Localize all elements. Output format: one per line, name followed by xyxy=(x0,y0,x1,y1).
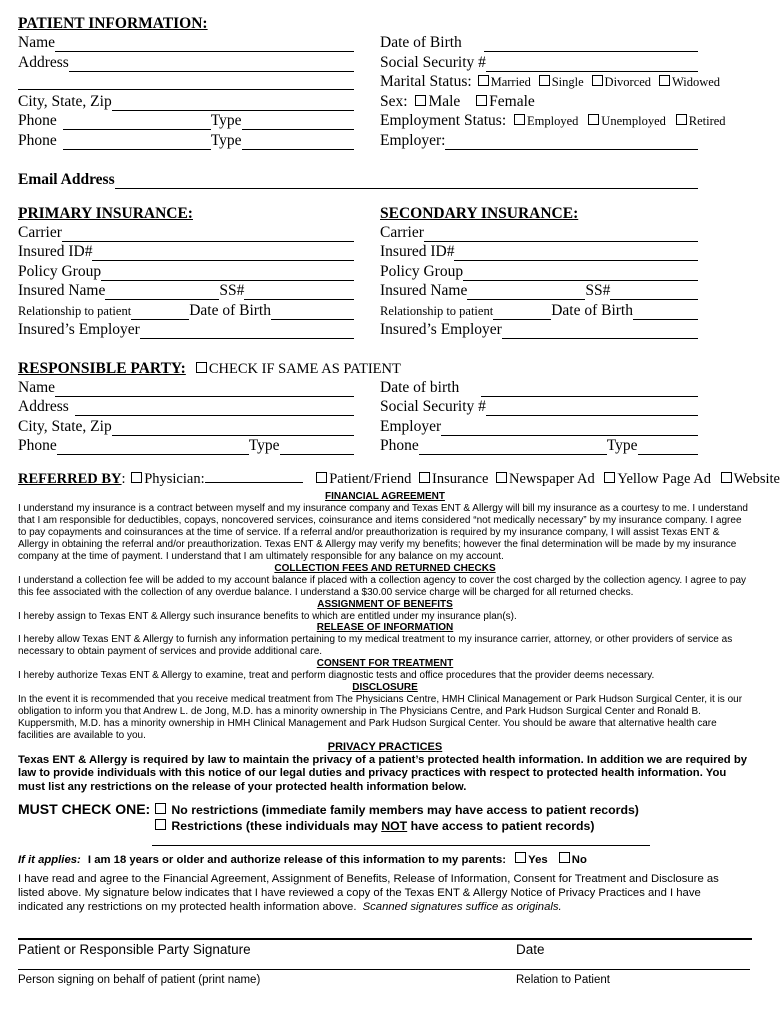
agreement-paragraph xyxy=(18,872,738,914)
patient-phone1-row xyxy=(18,112,354,130)
print-name-label: Person signing on behalf of patient (print name) xyxy=(18,974,261,986)
responsible-phone-label: Phone xyxy=(18,437,57,454)
restrictions-option[interactable] xyxy=(155,819,594,833)
primary-name-row xyxy=(18,282,354,300)
collection-fees-title: COLLECTION FEES AND RETURNED CHECKS xyxy=(274,563,496,574)
primary-id-label: Insured ID# xyxy=(18,243,93,260)
responsible-phone2-label: Phone xyxy=(380,437,419,454)
primary-employer-label: Insured’s Employer xyxy=(18,321,140,338)
no-restrictions-label: No restrictions (immediate family members may have access to patient records) xyxy=(171,803,639,817)
referral-option-website[interactable]: Website xyxy=(721,471,780,487)
marital-option-widowed[interactable]: Widowed xyxy=(659,75,720,89)
responsible-phone2-row xyxy=(380,437,698,455)
patient-address-label: Address xyxy=(18,54,69,71)
financial-agreement-title: FINANCIAL AGREEMENT xyxy=(325,491,445,502)
checkbox-parents-yes[interactable] xyxy=(515,852,526,863)
patient-phone2-row xyxy=(18,132,354,150)
secondary-dob-label: Date of Birth xyxy=(551,302,633,319)
checkbox-newspaper[interactable] xyxy=(496,472,507,483)
no-restrictions-option[interactable] xyxy=(155,803,639,817)
patient-name-field[interactable] xyxy=(55,38,354,52)
patient-phone1-type-field[interactable] xyxy=(242,116,354,130)
primary-relationship-field[interactable] xyxy=(131,306,189,320)
patient-address-line2[interactable] xyxy=(18,89,354,90)
parents-yes-option[interactable]: Yes xyxy=(515,854,547,866)
checkbox-unemployed[interactable] xyxy=(588,114,599,125)
patient-phone2-type-field[interactable] xyxy=(242,136,354,150)
responsible-phone-field[interactable] xyxy=(57,441,249,455)
privacy-practices-title: PRIVACY PRACTICES xyxy=(327,741,443,753)
signature-label: Patient or Responsible Party Signature xyxy=(18,942,251,957)
patient-marital-row xyxy=(380,73,720,91)
marital-option-divorced[interactable]: Divorced xyxy=(592,75,652,89)
signature-line[interactable] xyxy=(18,938,752,940)
primary-dob-label: Date of Birth xyxy=(189,302,271,319)
restrictions-label-not: NOT xyxy=(381,819,408,833)
signature-date-label: Date xyxy=(516,942,545,957)
checkbox-no-restrictions[interactable] xyxy=(155,803,166,814)
patient-employer-row xyxy=(380,132,698,150)
patient-phone1-type-label: Type xyxy=(210,112,242,129)
patient-employer-label: Employer: xyxy=(380,132,446,149)
marital-option-single[interactable]: Single xyxy=(539,75,584,89)
checkbox-patient-friend[interactable] xyxy=(316,472,327,483)
physician-name-field[interactable] xyxy=(205,472,303,483)
checkbox-restrictions[interactable] xyxy=(155,819,166,830)
agreement-text: I have read and agree to the Financial Agreement, Assignment of Benefits, Release of Information, Consent for Treatment and Disclosure as listed above. My signature below indicates that I have reviewed a copy of the Texas ENT & Allergy Notice of Privacy Practices and I have indicated any restrictions on my protected health information above. xyxy=(18,873,719,914)
patient-address-row xyxy=(18,54,354,72)
patient-phone1-field[interactable] xyxy=(63,116,211,130)
responsible-city-field[interactable] xyxy=(112,422,354,436)
responsible-type-label: Type xyxy=(248,437,280,454)
patient-phone2-field[interactable] xyxy=(63,136,211,150)
patient-phone2-label: Phone xyxy=(18,132,57,149)
referral-option-patient-friend[interactable]: Patient/Friend xyxy=(316,471,411,487)
checkbox-widowed[interactable] xyxy=(659,75,670,86)
secondary-relationship-field[interactable] xyxy=(493,306,551,320)
primary-id-row xyxy=(18,243,354,261)
responsible-name-field[interactable] xyxy=(55,383,354,397)
responsible-heading: RESPONSIBLE PARTY: xyxy=(18,360,186,377)
patient-ssn-field[interactable] xyxy=(486,58,698,72)
patient-email-label: Email Address xyxy=(18,171,115,188)
referral-option-insurance[interactable]: Insurance xyxy=(419,471,488,487)
secondary-insurance-heading: SECONDARY INSURANCE: xyxy=(380,205,579,222)
employment-option-unemployed[interactable]: Unemployed xyxy=(588,114,666,128)
primary-name-field[interactable] xyxy=(105,286,219,300)
primary-name-label: Insured Name xyxy=(18,282,106,299)
patient-dob-field[interactable] xyxy=(484,38,698,52)
checkbox-divorced[interactable] xyxy=(592,75,603,86)
patient-sex-label: Sex: xyxy=(380,93,408,110)
primary-relationship-label: Relationship to patient xyxy=(18,304,132,318)
responsible-city-row xyxy=(18,418,354,436)
secondary-carrier-field[interactable] xyxy=(424,228,698,242)
primary-carrier-field[interactable] xyxy=(62,228,354,242)
secondary-id-field[interactable] xyxy=(454,247,698,261)
responsible-name-row xyxy=(18,379,354,397)
primary-ss-field[interactable] xyxy=(244,286,354,300)
release-info-title: RELEASE OF INFORMATION xyxy=(316,622,454,633)
checkbox-single[interactable] xyxy=(539,75,550,86)
responsible-heading-row xyxy=(18,360,401,378)
responsible-employer-row xyxy=(380,418,698,436)
if-applies-row xyxy=(18,852,587,866)
secondary-employer-row xyxy=(380,321,698,339)
if-applies-text: I am 18 years or older and authorize release of this information to my parents: xyxy=(87,854,507,866)
patient-name-row xyxy=(18,34,354,52)
checkbox-same-as-patient[interactable] xyxy=(196,362,207,373)
employment-option-retired[interactable]: Retired xyxy=(676,114,726,128)
assignment-benefits-title: ASSIGNMENT OF BENEFITS xyxy=(317,599,453,610)
secondary-id-row xyxy=(380,243,698,261)
patient-marital-label: Marital Status: xyxy=(380,73,472,90)
checkbox-female[interactable] xyxy=(476,95,487,106)
responsible-address-field[interactable] xyxy=(75,402,354,416)
checkbox-yellow-page[interactable] xyxy=(604,472,615,483)
parents-no-option[interactable]: No xyxy=(559,854,587,866)
secondary-name-field[interactable] xyxy=(467,286,585,300)
responsible-type-field[interactable] xyxy=(280,441,354,455)
primary-group-row xyxy=(18,263,354,281)
referral-option-newspaper[interactable]: Newspaper Ad xyxy=(496,471,595,487)
responsible-employer-label: Employer xyxy=(380,418,442,435)
patient-employment-row xyxy=(380,112,726,130)
primary-employer-row xyxy=(18,321,354,339)
responsible-type2-field[interactable] xyxy=(638,441,698,455)
secondary-name-row xyxy=(380,282,698,300)
patient-sex-row xyxy=(380,93,535,111)
responsible-ssn-row xyxy=(380,398,698,416)
checkbox-physician[interactable] xyxy=(131,472,142,483)
responsible-address-label: Address xyxy=(18,398,69,415)
checkbox-website[interactable] xyxy=(721,472,732,483)
responsible-ssn-field[interactable] xyxy=(486,402,698,416)
assignment-benefits-text: I hereby assign to Texas ENT & Allergy such insurance benefits to which are entitled under my insurance plan(s). xyxy=(18,611,517,622)
same-as-patient-option[interactable]: CHECK IF SAME AS PATIENT xyxy=(196,361,401,377)
checkbox-male[interactable] xyxy=(415,95,426,106)
primary-group-label: Policy Group xyxy=(18,263,102,280)
patient-phone1-label: Phone xyxy=(18,112,57,129)
must-check-label: MUST CHECK ONE: xyxy=(18,801,151,817)
secondary-group-field[interactable] xyxy=(463,267,698,281)
primary-ss-label: SS# xyxy=(219,282,245,299)
patient-city-field[interactable] xyxy=(112,97,354,111)
sex-option-male[interactable]: Male xyxy=(415,93,460,110)
primary-carrier-label: Carrier xyxy=(18,224,62,241)
secondary-ss-field[interactable] xyxy=(610,286,698,300)
checkbox-employed[interactable] xyxy=(514,114,525,125)
disclosure-text: In the event it is recommended that you receive medical treatment from The Physicians Centre, HMH Clinical Management or Park Hudson Surgical Center, it is our obligation to inform you that Andrew L. de Jong, M.D. has a minority ownership in The Physicians Centre, and Park Hudson Surgical Center and Ronald B. Kuppersmith, M.D. has a minority ownership in HMH Clinical Management and Park Hudson Surgical Center. You should be aware that alternative health care facilities are available to you. xyxy=(18,694,743,741)
checkbox-insurance[interactable] xyxy=(419,472,430,483)
referral-option-physician[interactable]: Physician: xyxy=(131,471,204,487)
restrictions-names-line[interactable] xyxy=(152,845,650,846)
responsible-type2-label: Type xyxy=(606,437,638,454)
patient-info-heading: PATIENT INFORMATION: xyxy=(18,15,208,32)
primary-relationship-row xyxy=(18,302,354,320)
primary-carrier-row xyxy=(18,224,354,242)
secondary-group-row xyxy=(380,263,698,281)
checkbox-parents-no[interactable] xyxy=(559,852,570,863)
consent-treatment-title: CONSENT FOR TREATMENT xyxy=(316,658,454,669)
responsible-dob-label: Date of birth xyxy=(380,379,460,396)
primary-employer-field[interactable] xyxy=(140,325,354,339)
secondary-employer-label: Insured’s Employer xyxy=(380,321,502,338)
patient-ssn-label: Social Security # xyxy=(380,54,486,71)
if-applies-label: If it applies: xyxy=(18,854,81,866)
responsible-dob-row xyxy=(380,379,698,397)
responsible-ssn-label: Social Security # xyxy=(380,398,486,415)
restrictions-label-pre: Restrictions (these individuals may xyxy=(171,819,382,833)
disclosure-title: DISCLOSURE xyxy=(352,682,418,693)
patient-address-field[interactable] xyxy=(69,58,354,72)
patient-employment-label: Employment Status: xyxy=(380,112,507,129)
secondary-id-label: Insured ID# xyxy=(380,243,455,260)
patient-email-field[interactable] xyxy=(115,175,698,189)
referral-option-yellow-page[interactable]: Yellow Page Ad xyxy=(604,471,711,487)
patient-dob-label: Date of Birth xyxy=(380,34,462,51)
primary-insurance-heading: PRIMARY INSURANCE: xyxy=(18,205,193,222)
referred-by-row: REFERRED BY: Physician: Patient/Friend Insurance Newspaper Ad Yellow Page Ad Website xyxy=(18,471,780,487)
responsible-employer-field[interactable] xyxy=(441,422,698,436)
checkbox-married[interactable] xyxy=(478,75,489,86)
referred-by-heading: REFERRED BY xyxy=(18,471,122,487)
sex-option-female[interactable]: Female xyxy=(476,93,535,110)
secondary-carrier-row xyxy=(380,224,698,242)
responsible-city-label: City, State, Zip xyxy=(18,418,112,435)
responsible-dob-field[interactable] xyxy=(481,383,698,397)
patient-employer-field[interactable] xyxy=(445,136,698,150)
secondary-employer-field[interactable] xyxy=(502,325,698,339)
primary-group-field[interactable] xyxy=(101,267,354,281)
responsible-phone2-field[interactable] xyxy=(419,441,607,455)
patient-name-label: Name xyxy=(18,34,56,51)
secondary-relationship-label: Relationship to patient xyxy=(380,304,494,318)
secondary-group-label: Policy Group xyxy=(380,263,464,280)
primary-id-field[interactable] xyxy=(92,247,354,261)
print-name-line[interactable] xyxy=(18,969,750,970)
primary-dob-field[interactable] xyxy=(271,306,354,320)
collection-fees-text: I understand a collection fee will be added to my account balance if placed with a collection agency to cover the cost charged by the collection agency. I agree to pay this fee associated with the collection of any overdue balance. I understand a $30.00 service charge will be charged for all returned checks. xyxy=(18,575,747,598)
consent-treatment-text: I hereby authorize Texas ENT & Allergy to examine, treat and perform diagnostic tests and office procedures that the provider deems necessary. xyxy=(18,670,655,681)
responsible-name-label: Name xyxy=(18,379,56,396)
financial-agreement-text: I understand my insurance is a contract between myself and my insurance company and Texas ENT & Allergy will bill my insurance as a courtesy to me. I understand that I am responsible for deductibles, copays, noncovered services, coinsurance and items considered “not medically necessary” by my insurance company. I agree to pay copayments and coinsurances at the time of service. If a referral and/or preauthorization is required by my insurance company, I will assist Texas ENT & Allergy in obtaining the referral and/or preauthorization. Texas ENT & Allergy may verify my benefits; however the final determination will be made by my insurance company at the time of payment. I understand that I am ultimately responsible for any balance on my account. xyxy=(18,503,748,562)
secondary-ss-label: SS# xyxy=(585,282,611,299)
relation-label: Relation to Patient xyxy=(516,974,610,986)
secondary-name-label: Insured Name xyxy=(380,282,468,299)
restrictions-label-post: have access to patient records) xyxy=(407,819,595,833)
release-info-text: I hereby allow Texas ENT & Allergy to furnish any information pertaining to my medical treatment to my insurance carrier, attorney, or other providers of service as necessary to obtain payment of services and provide additional care. xyxy=(18,634,733,657)
employment-option-employed[interactable]: Employed xyxy=(514,114,578,128)
secondary-relationship-row xyxy=(380,302,698,320)
patient-ssn-row xyxy=(380,54,698,72)
agreement-italic-note: Scanned signatures suffice as originals. xyxy=(362,901,562,914)
patient-city-row xyxy=(18,93,354,111)
patient-email-row xyxy=(18,171,698,189)
patient-phone2-type-label: Type xyxy=(210,132,242,149)
checkbox-retired[interactable] xyxy=(676,114,687,125)
secondary-carrier-label: Carrier xyxy=(380,224,424,241)
privacy-practices-text: Texas ENT & Allergy is required by law to maintain the privacy of a patient’s protected health information. In addition we are required by law to provide individuals with this notice of our legal duties and privacy practices with respect to protected health information. You must list any restrictions on the release of your protected health information below. xyxy=(18,754,748,793)
marital-option-married[interactable]: Married xyxy=(478,75,531,89)
responsible-phone-row xyxy=(18,437,354,455)
secondary-dob-field[interactable] xyxy=(633,306,698,320)
patient-dob-row xyxy=(380,34,698,52)
responsible-address-row xyxy=(18,398,354,416)
patient-city-label: City, State, Zip xyxy=(18,93,112,110)
